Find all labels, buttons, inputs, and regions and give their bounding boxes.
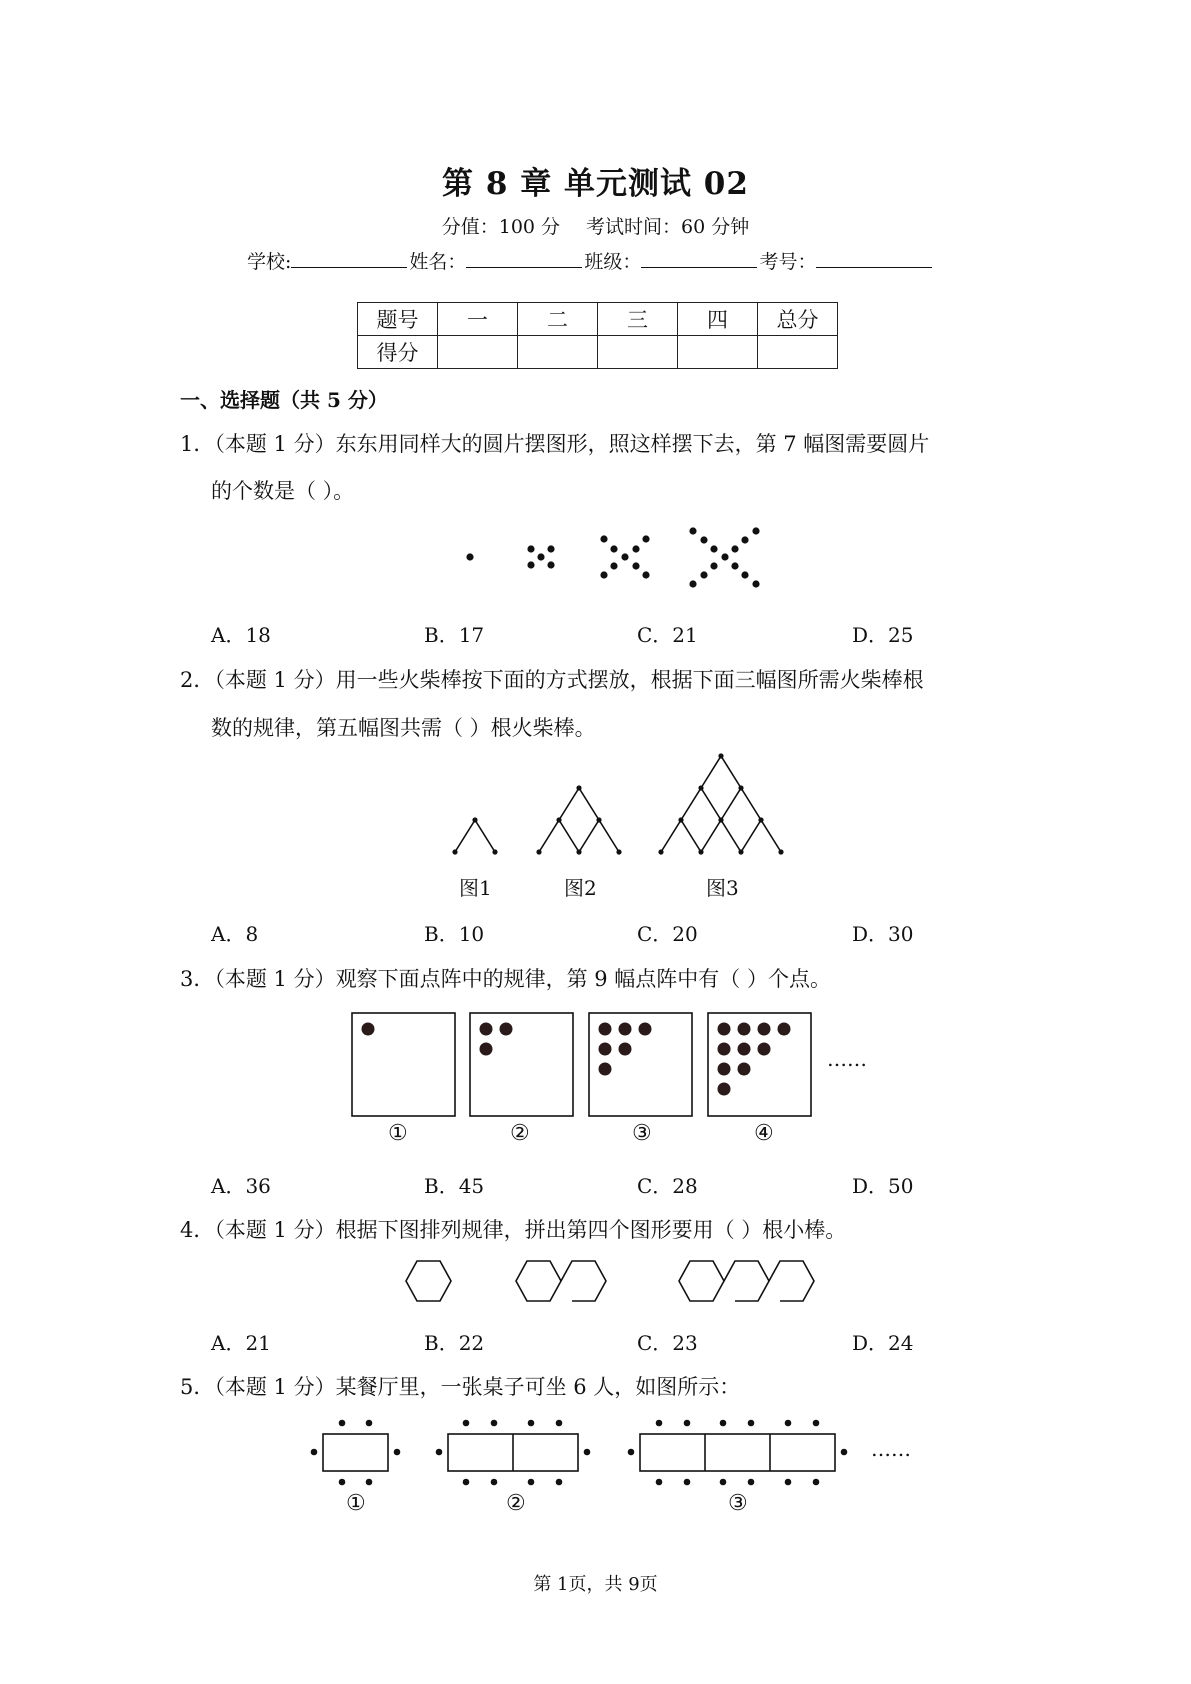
school-label: 学校: <box>247 251 292 273</box>
score-header-cell: 三 <box>598 303 678 336</box>
exam-number-label: 考号： <box>759 251 817 273</box>
figure-label: ① <box>388 1121 408 1146</box>
figure-label: ③ <box>728 1491 748 1516</box>
option-a[interactable]: A．21 <box>211 1331 271 1355</box>
option-c[interactable]: C．20 <box>637 922 698 946</box>
score-row-label: 得分 <box>358 336 438 369</box>
figure-label: ① <box>346 1491 366 1516</box>
question-4-line-1: 4．（本题 1 分）根据下图排列规律，拼出第四个图形要用（ ）根小棒。 <box>180 1218 847 1242</box>
option-d[interactable]: D．50 <box>852 1174 914 1198</box>
option-d[interactable]: D．24 <box>852 1331 914 1355</box>
exam-time: 考试时间：60 分钟 <box>586 216 750 238</box>
table-arrangement-1 <box>323 1434 388 1471</box>
option-c[interactable]: C．23 <box>637 1331 698 1355</box>
option-b[interactable]: B．17 <box>424 623 485 647</box>
option-d[interactable]: D．25 <box>852 623 914 647</box>
figure-label: ④ <box>754 1121 774 1146</box>
figure-label: ③ <box>632 1121 652 1146</box>
figure-label: ② <box>510 1121 530 1146</box>
score-header-cell: 一 <box>438 303 518 336</box>
question-5-line-1: 5．（本题 1 分）某餐厅里，一张桌子可坐 6 人，如图所示： <box>180 1375 741 1399</box>
section-heading: 一、选择题（共 5 分） <box>180 388 388 412</box>
option-a[interactable]: A．18 <box>211 623 271 647</box>
question-2-line-2: 数的规律，第五幅图共需（ ）根火柴棒。 <box>211 716 596 740</box>
option-a[interactable]: A．8 <box>211 922 259 946</box>
option-b[interactable]: B．45 <box>424 1174 485 1198</box>
figure-label: ② <box>506 1491 526 1516</box>
score-header-cell: 题号 <box>358 303 438 336</box>
table-arrangement-3 <box>640 1434 835 1471</box>
option-a[interactable]: A．36 <box>211 1174 271 1198</box>
score-value: 分值：100 分 <box>441 216 561 238</box>
score-header-cell: 四 <box>678 303 758 336</box>
option-c[interactable]: C．28 <box>637 1174 698 1198</box>
ellipsis: …… <box>827 1047 867 1071</box>
score-header-cell: 二 <box>518 303 598 336</box>
question-3-line-1: 3．（本题 1 分）观察下面点阵中的规律，第 9 幅点阵中有（ ）个点。 <box>180 967 831 991</box>
page-footer: 第 1页，共 9页 <box>533 1574 658 1595</box>
figure-label: 图1 <box>459 876 492 900</box>
figure-label: 图3 <box>706 876 739 900</box>
question-1-line-2: 的个数是（ ）。 <box>211 479 355 503</box>
score-header-cell: 总分 <box>758 303 838 336</box>
option-b[interactable]: B．22 <box>424 1331 485 1355</box>
option-c[interactable]: C．21 <box>637 623 698 647</box>
ellipsis: …… <box>871 1437 911 1461</box>
class-label: 班级： <box>584 251 642 273</box>
table-arrangement-2 <box>448 1434 578 1471</box>
figure-label: 图2 <box>564 876 597 900</box>
question-1-line-1: 1．（本题 1 分）东东用同样大的圆片摆图形，照这样摆下去，第 7 幅图需要圆片 <box>180 432 930 456</box>
question-2-line-1: 2．（本题 1 分）用一些火柴棒按下面的方式摆放，根据下面三幅图所需火柴棒根 <box>180 668 924 692</box>
option-b[interactable]: B．10 <box>424 922 485 946</box>
name-label: 姓名： <box>409 251 467 273</box>
option-d[interactable]: D．30 <box>852 922 914 946</box>
page-title: 第 8 章 单元测试 02 <box>442 166 749 202</box>
